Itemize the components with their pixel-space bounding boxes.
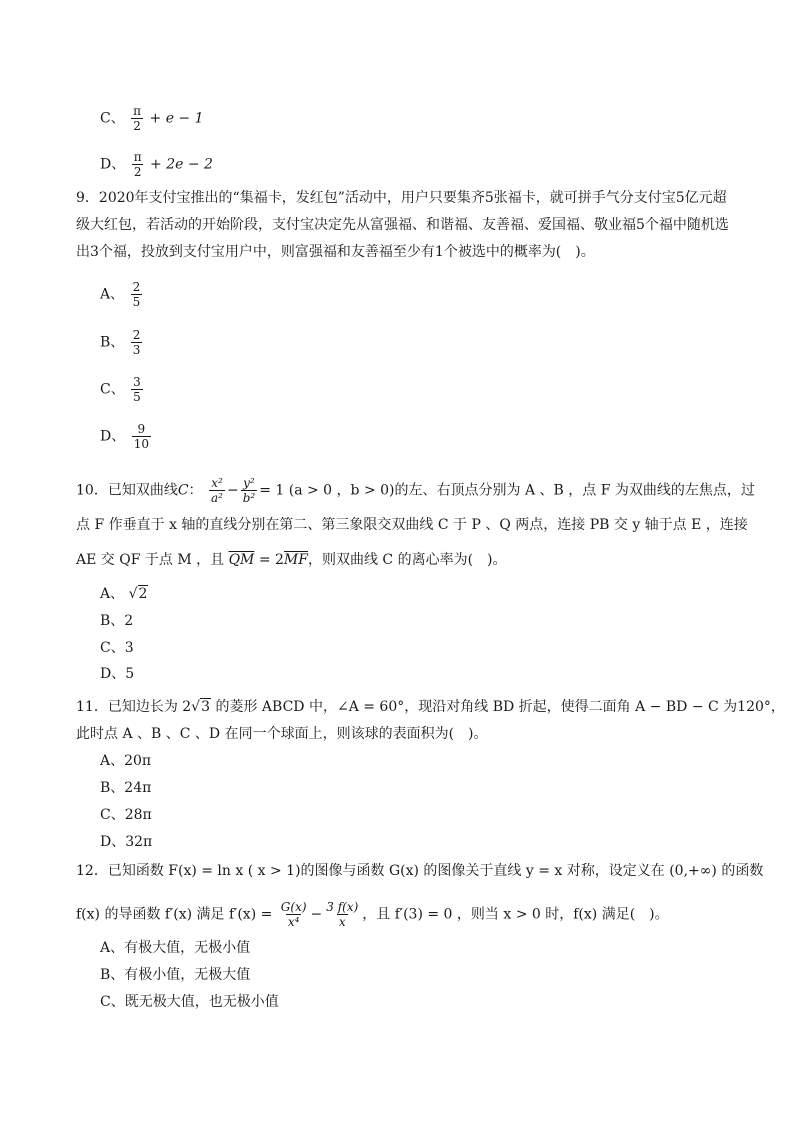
vector: $\overline{QM}$ xyxy=(228,552,255,568)
fraction-denominator: 2 xyxy=(133,165,142,179)
fraction xyxy=(132,422,151,451)
q8-option-d xyxy=(100,150,213,179)
text: − xyxy=(226,482,239,499)
option-rest: + e − 1 xyxy=(149,110,204,127)
q9-option-c xyxy=(100,375,145,404)
q9-line-3: 出3个福，投放到支付宝用户中，则富强福和友善福至少有1个被选中的概率为( )。 xyxy=(76,244,595,260)
q9-option-a xyxy=(100,280,144,309)
option-label: B、 xyxy=(100,334,125,351)
fraction-numerator: 3 f(x) xyxy=(326,900,359,914)
fraction-denominator: 2 xyxy=(133,119,141,133)
vector: $\overline{MF}$ xyxy=(283,552,308,568)
fraction-denominator: x⁴ xyxy=(287,915,300,929)
fraction-denominator: b² xyxy=(242,491,256,505)
fraction-numerator: π xyxy=(133,150,142,164)
q8-option-c xyxy=(100,104,204,133)
q11-option-c: C、28π xyxy=(100,807,152,823)
q9-line-2: 级大红包，若活动的开始阶段，支付宝决定先从富强福、和谐福、友善福、爱国福、敬业福5个福中随机选 xyxy=(76,217,729,233)
fraction-numerator: y² xyxy=(243,476,255,490)
square-root: √3 xyxy=(191,699,211,715)
fraction xyxy=(279,900,309,929)
math-var: C xyxy=(177,482,189,499)
option-label: C、 xyxy=(100,110,125,127)
text: = 2 xyxy=(254,552,284,568)
text: ： xyxy=(188,482,203,499)
text: ，则双曲线 C 的离心率为( )。 xyxy=(307,552,507,568)
text: 10．已知双曲线 xyxy=(76,482,178,499)
q11-line-2: 此时点 A 、B 、C 、D 在同一个球面上，则该球的表面积为( )。 xyxy=(76,726,488,742)
option-label: C、 xyxy=(100,381,125,398)
q9-option-b xyxy=(100,328,144,357)
fraction-numerator: G(x) xyxy=(280,900,307,914)
fraction xyxy=(131,280,143,309)
fraction-numerator: 2 xyxy=(132,328,141,342)
option-label: D、 xyxy=(100,428,126,445)
text: = 1 (a > 0 ，b > 0)的左、右顶点分别为 A 、B ，点 F 为双曲线的左焦点，过 xyxy=(259,482,755,499)
fraction-denominator: 5 xyxy=(133,390,141,404)
fraction xyxy=(132,150,144,179)
fraction-numerator: 3 xyxy=(133,375,141,389)
fraction-numerator: π xyxy=(133,104,142,118)
q10-option-c: C、3 xyxy=(100,640,134,656)
option-rest: + 2e − 2 xyxy=(150,156,213,173)
fraction xyxy=(324,900,360,929)
radicand: 3 xyxy=(201,699,211,715)
fraction-denominator: 10 xyxy=(133,437,149,451)
q9-option-d xyxy=(100,422,153,451)
q12-option-b: B、有极小值，无极大值 xyxy=(100,967,251,983)
fraction-numerator: 2 xyxy=(132,280,141,294)
fraction-denominator: a² xyxy=(211,491,223,505)
q11-option-a: A、20π xyxy=(100,753,152,769)
fraction-denominator: 5 xyxy=(132,295,141,309)
q9-line-1: 9．2020年支付宝推出的“集福卡，发红包”活动中，用户只要集齐5张福卡，就可拼手气分支付宝5亿元超 xyxy=(76,190,727,206)
fraction xyxy=(131,104,143,133)
text: ，且 f′(3) = 0 ，则当 x > 0 时，f(x) 满足( )。 xyxy=(362,906,669,923)
q12-option-a: A、有极大值，无极小值 xyxy=(100,940,251,956)
text: − xyxy=(310,906,323,923)
fraction xyxy=(241,476,258,505)
q11-option-b: B、24π xyxy=(100,780,152,796)
radicand: 2 xyxy=(138,586,148,602)
q10-line-2: 点 F 作垂直于 x 轴的直线分别在第二、第三象限交双曲线 C 于 P 、Q 两点，连接 PB 交 y 轴于点 E ，连接 xyxy=(76,517,748,533)
fraction-numerator: x² xyxy=(211,476,223,490)
square-root: √2 xyxy=(128,586,148,602)
q12-option-c: C、既无极大值，也无极小值 xyxy=(100,994,279,1010)
fraction-denominator: 3 xyxy=(132,343,141,357)
fraction xyxy=(209,476,225,505)
q11-line-1 xyxy=(76,697,785,717)
q10-option-a xyxy=(100,584,148,604)
option-label: A、 xyxy=(100,586,125,602)
option-label: D、 xyxy=(100,156,126,173)
text: 的菱形 ABCD 中，∠A = 60°，现沿对角线 BD 折起，使得二面角 A − BD − C 为120°， xyxy=(211,699,785,715)
option-label: A、 xyxy=(100,286,125,303)
text: 11．已知边长为 2 xyxy=(76,699,192,715)
q12-line-2 xyxy=(76,900,669,929)
q10-option-b: B、2 xyxy=(100,613,134,629)
q10-option-d: D、5 xyxy=(100,666,135,682)
fraction xyxy=(131,328,143,357)
q12-line-1: 12．已知函数 F(x) = ln x ( x > 1)的图像与函数 G(x) 的图像关于直线 y = x 对称，设定义在 (0,+∞) 的函数 xyxy=(76,863,764,879)
q10-line-1 xyxy=(76,476,755,505)
q11-option-d: D、32π xyxy=(100,834,153,850)
fraction-numerator: 9 xyxy=(137,422,146,436)
text: AE 交 QF 于点 M ，且 xyxy=(76,552,225,568)
text: f(x) 的导函数 f′(x) 满足 f′(x) = xyxy=(76,906,273,923)
fraction xyxy=(131,375,143,404)
fraction-denominator: x xyxy=(338,915,346,929)
q10-line-3 xyxy=(76,550,507,570)
